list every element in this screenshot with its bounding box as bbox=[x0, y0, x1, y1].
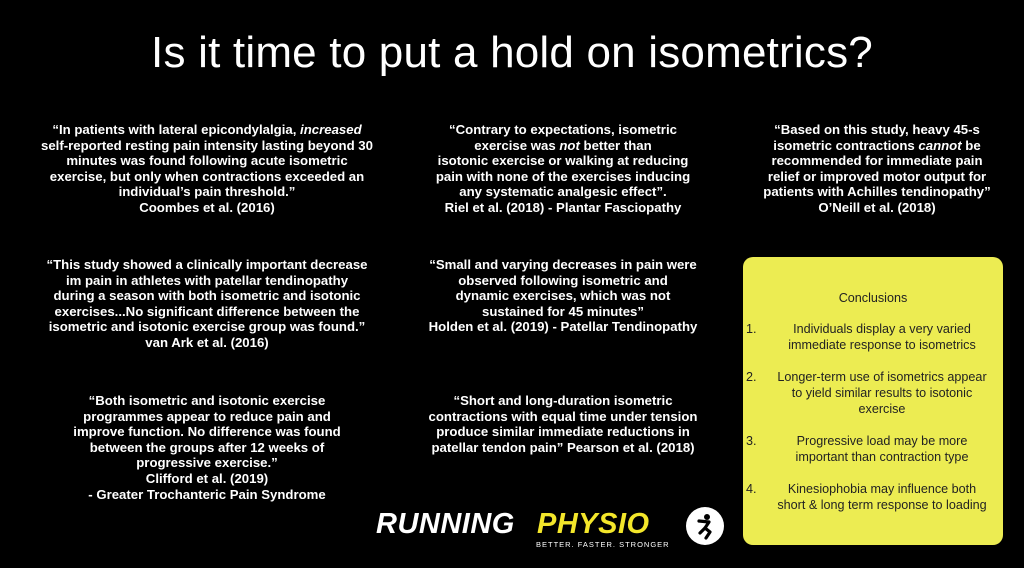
quote-line: “Both isometric and isotonic exercise bbox=[88, 393, 326, 408]
quote-line: recommended for immediate pain bbox=[771, 153, 983, 169]
quote-emphasis: increased bbox=[300, 122, 362, 137]
conclusion-line: short & long term response to loading bbox=[777, 498, 987, 512]
quote-line: improve function. No difference was found bbox=[73, 424, 341, 440]
quote-van-ark bbox=[22, 257, 392, 351]
conclusions-heading: Conclusions bbox=[838, 291, 908, 305]
quote-line: contractions with equal time under tension bbox=[428, 408, 698, 424]
quote-riel bbox=[408, 122, 718, 216]
page-title: Is it time to put a hold on isometrics? bbox=[151, 28, 873, 77]
quote-line: “Contrary to expectations, isometric bbox=[449, 122, 677, 137]
conclusion-line: important than contraction type bbox=[795, 450, 969, 464]
quote-emphasis: not bbox=[559, 137, 580, 153]
quote-line: “This study showed a clinically important decrease bbox=[46, 257, 368, 272]
runner-icon bbox=[686, 507, 724, 545]
quote-pearson bbox=[408, 393, 718, 455]
conclusion-line: Longer-term use of isometrics appear bbox=[777, 370, 987, 384]
quote-clifford bbox=[22, 393, 392, 502]
runner-badge-icon bbox=[686, 507, 724, 545]
quote-citation: van Ark et al. (2016) bbox=[145, 334, 269, 350]
quote-line: pain with none of the exercises inducing bbox=[435, 168, 691, 184]
quote-line: “Small and varying decreases in pain were bbox=[429, 257, 697, 272]
quote-line: any systematic analgesic effect”. bbox=[459, 184, 667, 200]
conclusion-number: 3. bbox=[746, 434, 757, 448]
conclusion-number: 2. bbox=[746, 370, 757, 384]
quote-line: isotonic exercise or walking at reducing bbox=[437, 153, 689, 169]
quote-citation: Holden et al. (2019) - Patellar Tendinopathy bbox=[428, 319, 698, 335]
quote-line: im pain in athletes with patellar tendinopathy bbox=[65, 272, 349, 288]
quote-line: patients with Achilles tendinopathy” bbox=[763, 184, 991, 200]
quote-line: better than bbox=[579, 137, 652, 153]
quote-line: programmes appear to reduce pain and bbox=[83, 408, 331, 424]
conclusion-line: Individuals display a very varied bbox=[793, 322, 971, 336]
quote-line: individual’s pain threshold.” bbox=[118, 184, 296, 200]
quote-emphasis: cannot bbox=[918, 137, 962, 153]
quote-holden bbox=[408, 257, 718, 335]
conclusion-text bbox=[765, 321, 999, 353]
quote-line: sustained for 45 minutes” bbox=[482, 303, 644, 319]
quote-line: exercise was bbox=[474, 137, 560, 153]
quote-citation-context: - Greater Trochanteric Pain Syndrome bbox=[88, 486, 326, 502]
quote-citation: Coombes et al. (2016) bbox=[139, 199, 275, 215]
quote-line: relief or improved motor output for bbox=[767, 168, 987, 184]
conclusion-number: 4. bbox=[746, 482, 757, 496]
conclusion-line: Progressive load may be more bbox=[796, 434, 968, 448]
conclusion-line: Kinesiophobia may influence both bbox=[787, 482, 977, 496]
quote-line: isometric and isotonic exercise group was found.” bbox=[48, 319, 366, 335]
quote-citation: O’Neill et al. (2018) bbox=[818, 199, 936, 215]
conclusion-text bbox=[765, 481, 999, 513]
quote-line: “Based on this study, heavy 45-s bbox=[774, 122, 980, 137]
quote-citation: Clifford et al. (2019) bbox=[145, 470, 269, 486]
conclusion-line: to yield similar results to isotonic bbox=[791, 386, 973, 400]
runningphysio-logo bbox=[376, 508, 670, 549]
quote-line: minutes was found following acute isometric bbox=[66, 153, 348, 169]
quote-line: during a season with both isometric and isotonic bbox=[53, 288, 361, 304]
conclusion-line: exercise bbox=[858, 402, 906, 416]
logo-word-running: RUNNING bbox=[376, 508, 515, 540]
quote-line: produce similar immediate reductions in bbox=[436, 424, 690, 440]
quote-citation: Riel et al. (2018) - Plantar Fasciopathy bbox=[444, 199, 682, 215]
logo-tagline: BETTER. FASTER. STRONGER bbox=[536, 540, 670, 549]
quote-line: “In patients with lateral epicondylalgia, bbox=[52, 122, 301, 137]
conclusion-text bbox=[765, 433, 999, 465]
quote-line: self-reported resting pain intensity lasting beyond 30 bbox=[41, 137, 373, 153]
logo-word-physio: PHYSIO bbox=[537, 508, 650, 540]
conclusion-number: 1. bbox=[746, 322, 757, 336]
conclusions-box bbox=[743, 257, 1003, 545]
quote-line: progressive exercise.” bbox=[136, 455, 278, 471]
quote-line: exercise, but only when contractions exceeded an bbox=[49, 168, 365, 184]
quote-line: exercises...No significant difference between the bbox=[54, 303, 360, 319]
quote-line: between the groups after 12 weeks of bbox=[89, 439, 325, 455]
quote-line: isometric contractions bbox=[773, 137, 919, 153]
quote-line: patellar tendon pain” Pearson et al. (2018) bbox=[431, 439, 695, 455]
quote-oneill bbox=[742, 122, 1012, 216]
quote-line: “Short and long-duration isometric bbox=[453, 393, 673, 408]
quote-line: dynamic exercises, which was not bbox=[455, 288, 671, 304]
quote-coombes bbox=[22, 122, 392, 216]
quote-line: be bbox=[961, 137, 981, 153]
quote-line: observed following isometric and bbox=[458, 272, 668, 288]
conclusion-line: immediate response to isometrics bbox=[788, 338, 976, 352]
conclusion-text bbox=[765, 369, 999, 417]
